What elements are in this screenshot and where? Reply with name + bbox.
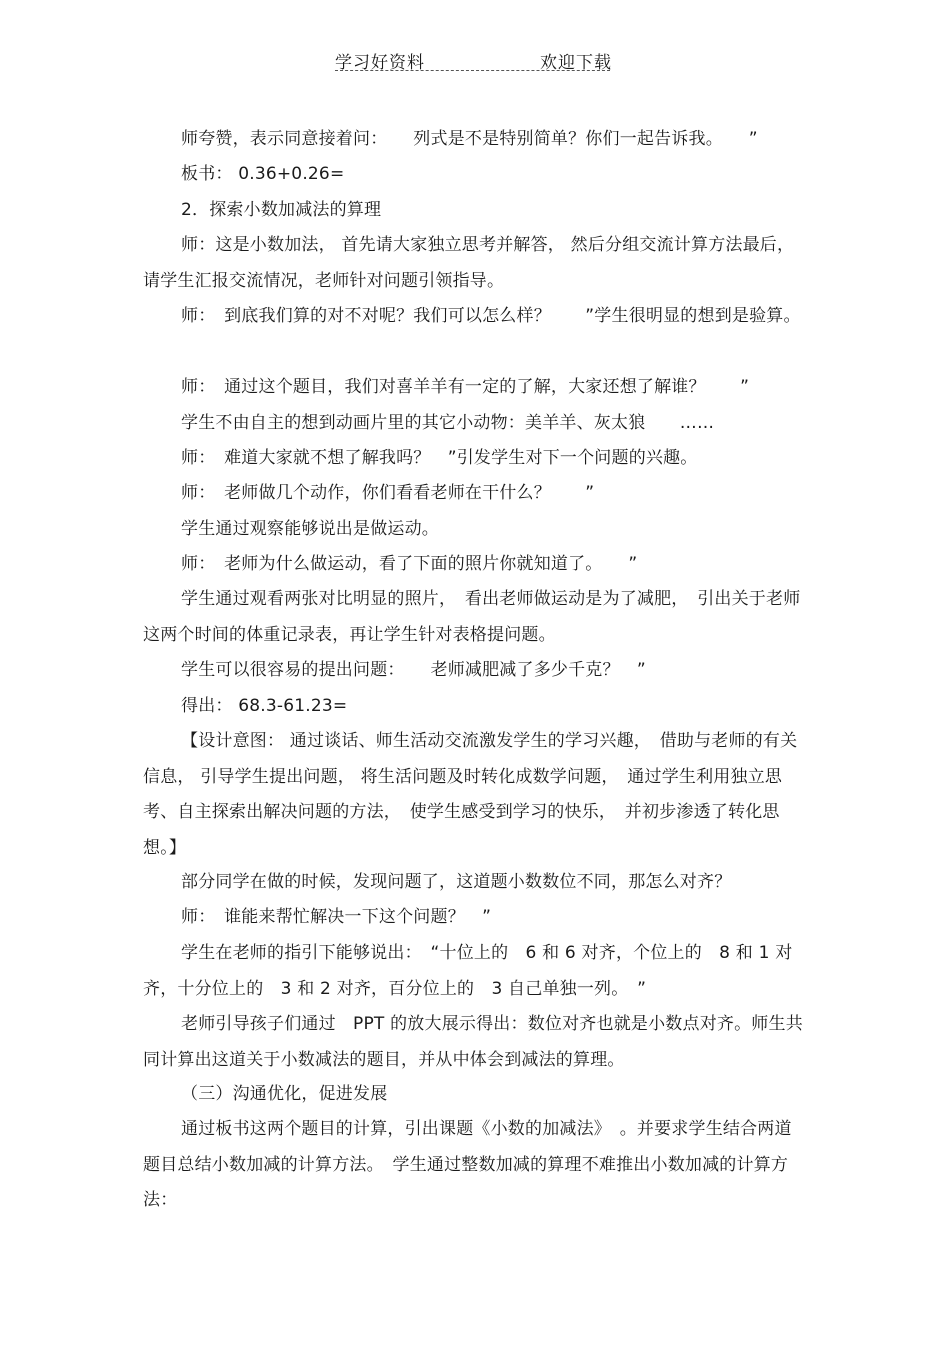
paragraph: 师：这是小数加法， 首先请大家独立思考并解答， 然后分组交流计算方法最后，请学生汇报交流情况，老师针对问题引领指导。 [143, 235, 795, 291]
paragraph: 师： 通过这个题目，我们对喜羊羊有一定的了解，大家还想了解谁？ ” [181, 377, 750, 397]
paragraph: 板书： 0.36+0.26= [181, 164, 345, 184]
page-header [0, 48, 950, 74]
header-right-text: 欢迎下载 [540, 53, 612, 73]
paragraph: 师： 难道大家就不想了解我吗？ ”引发学生对下一个问题的兴趣。 [181, 448, 698, 468]
paragraph: 部分同学在做的时候，发现问题了，这道题小数数位不同，那怎么对齐？ [181, 872, 732, 892]
paragraph: 学生不由自主的想到动画片里的其它小动物：美羊羊、灰太狼 …… [181, 413, 715, 433]
paragraph: 学生可以很容易的提出问题： 老师减肥减了多少千克？ ” [181, 660, 646, 680]
paragraph: 学生通过观察能够说出是做运动。 [181, 519, 439, 539]
paragraph: 师： 谁能来帮忙解决一下这个问题？ ” [181, 907, 492, 927]
header-divider [335, 70, 610, 71]
paragraph: 师夸赞，表示同意接着问： 列式是不是特别简单？你们一起告诉我。 ” [181, 129, 758, 149]
paragraph: 老师引导孩子们通过 PPT 的放大展示得出：数位对齐也就是小数点对齐。师生共同计算出这道关于小数减法的题目，并从中体会到减法的算理。 [143, 1014, 803, 1070]
paragraph: 师： 老师做几个动作，你们看看老师在干什么？ ” [181, 483, 595, 503]
header-left-text: 学习好资料 [335, 53, 425, 73]
paragraph: 得出： 68.3-61.23= [181, 696, 348, 716]
paragraph: 学生在老师的指引下能够说出： “十位上的 6 和 6 对齐，个位上的 8 和 1 对齐，十分位上的 3 和 2 对齐，百分位上的 3 自己单独一列。 ” [143, 943, 793, 999]
paragraph: 通过板书这两个题目的计算，引出课题《小数的加减法》 。并要求学生结合两道题目总结小数加减的计算方法。 学生通过整数加减的算理不难推出小数加减的计算方法： [143, 1119, 792, 1210]
paragraph: 师： 老师为什么做运动，看了下面的照片你就知道了。 ” [181, 554, 638, 574]
design-intent-paragraph: 【设计意图： 通过谈话、师生活动交流激发学生的学习兴趣， 借助与老师的有关信息， 引导学生提出问题， 将生活问题及时转化成数学问题， 通过学生利用独立思考、自主探索出解决问题的方法， 使学生感受到学习的快乐， 并初步渗透了转化思想。】 [143, 731, 798, 858]
section-heading: 2．探索小数加减法的算理 [181, 200, 382, 220]
section-heading: （三）沟通优化，促进发展 [181, 1084, 388, 1104]
paragraph: 学生通过观看两张对比明显的照片， 看出老师做运动是为了减肥， 引出关于老师这两个时间的体重记录表，再让学生针对表格提问题。 [143, 589, 801, 645]
paragraph: 师： 到底我们算的对不对呢？我们可以怎么样？ ”学生很明显的想到是验算。 [181, 306, 801, 326]
